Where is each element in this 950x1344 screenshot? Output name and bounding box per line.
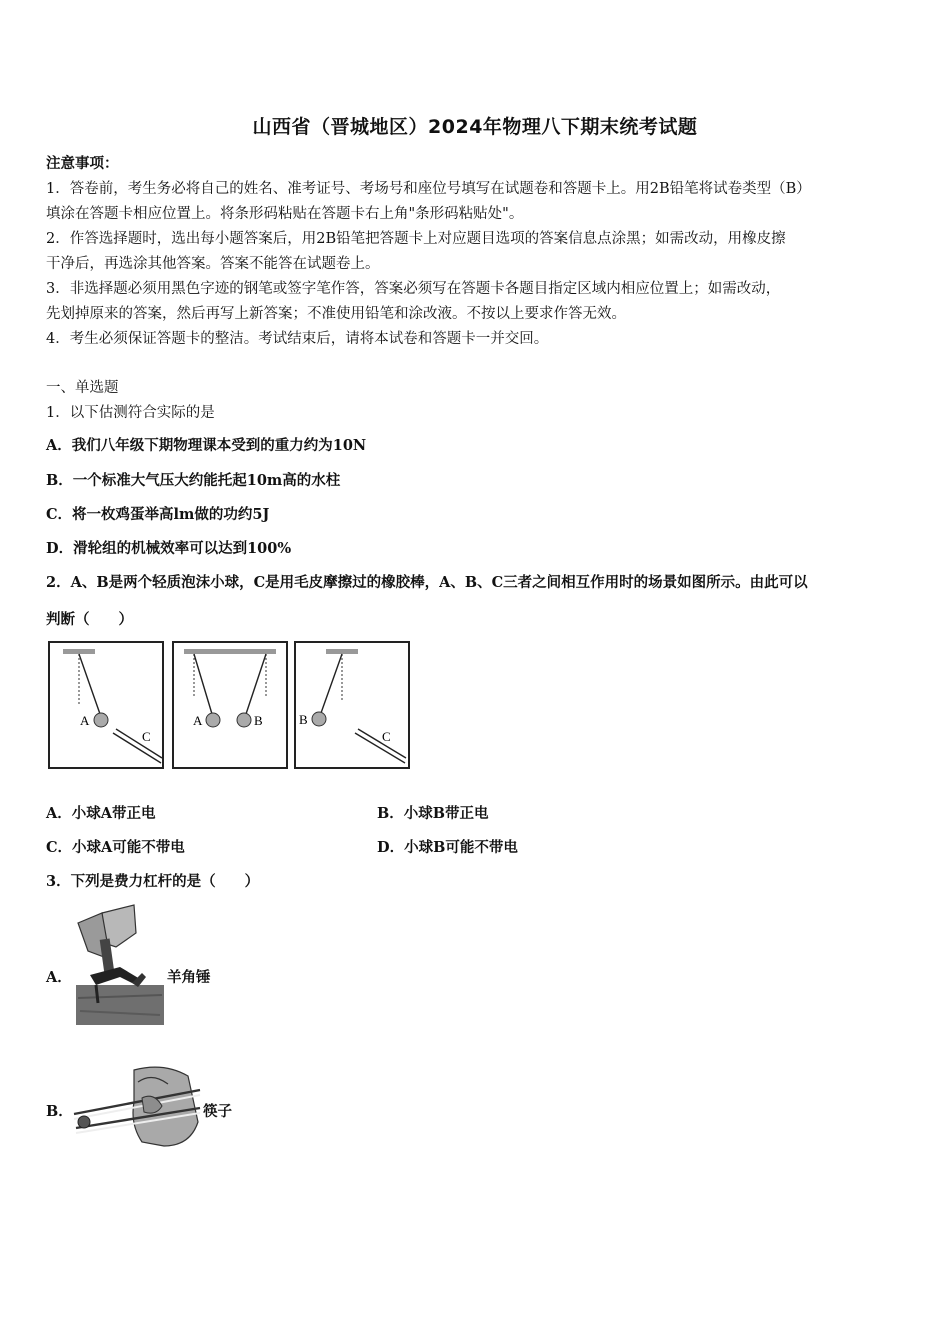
q1-option-b: B．一个标准大气压大约能托起10m高的水柱 — [46, 472, 341, 489]
notice-line: 先划掉原来的答案，然后再写上新答案；不准使用铅笔和涂改液。不按以上要求作答无效。 — [46, 306, 626, 322]
ball-a-label: A — [193, 713, 203, 728]
page-title: 山西省（晋城地区）2024年物理八下期末统考试题 — [252, 116, 698, 138]
section-heading: 一、单选题 — [46, 380, 119, 396]
rod-c-label: C — [142, 729, 151, 744]
ball-b-label: B — [299, 712, 308, 727]
notice-line: 填涂在答题卡相应位置上。将条形码粘贴在答题卡右上角"条形码粘贴处"。 — [46, 206, 524, 222]
notice-line: 4．考生必须保证答题卡的整洁。考试结束后，请将本试卷和答题卡一并交回。 — [46, 331, 549, 347]
q2-option-a: A．小球A带正电 — [46, 805, 156, 822]
q3-option-a-letter: A． — [46, 969, 72, 986]
q2-figure — [48, 641, 414, 773]
notice-line: 2．作答选择题时，选出每小题答案后，用2B铅笔把答题卡上对应题目选项的答案信息点涂黑；如需改动，用橡皮擦 — [46, 231, 786, 247]
figure-panel-2 — [172, 641, 288, 769]
q3-option-b-caption: 筷子 — [203, 1103, 232, 1120]
q2-option-d: D．小球B可能不带电 — [377, 839, 518, 856]
q2-option-b: B．小球B带正电 — [377, 805, 489, 822]
notice-line: 3．非选择题必须用黑色字迹的钢笔或签字笔作答，答案必须写在答题卡各题目指定区域内相应位置上；如需改动， — [46, 281, 781, 297]
q2-option-c: C．小球A可能不带电 — [46, 839, 185, 856]
q1-option-d: D．滑轮组的机械效率可以达到100% — [46, 540, 292, 557]
q2-stem-cont: 判断（ ） — [46, 611, 133, 628]
ball-a-label: A — [80, 713, 90, 728]
q2-stem: 2．A、B是两个轻质泡沫小球，C是用毛皮摩擦过的橡胶棒，A、B、C三者之间相互作用时的场景如图所示。由此可以 — [46, 574, 808, 591]
q3-option-b-letter: B． — [46, 1103, 73, 1120]
rod-c-label: C — [382, 729, 391, 744]
figure-panel-1 — [48, 641, 164, 769]
notice-line: 干净后，再选涂其他答案。答案不能答在试题卷上。 — [46, 256, 380, 272]
notice-line: 1．答卷前，考生务必将自己的姓名、准考证号、考场号和座位号填写在试题卷和答题卡上。用2B铅笔将试卷类型（B） — [46, 181, 811, 197]
q1-option-a: A．我们八年级下期物理课本受到的重力约为10N — [46, 437, 367, 454]
chopsticks-image — [72, 1062, 202, 1148]
q1-option-c: C．将一枚鸡蛋举高lm做的功约5J — [46, 506, 270, 523]
figure-panel-3 — [294, 641, 410, 769]
q1-stem: 1．以下估测符合实际的是 — [46, 405, 215, 421]
q3-stem: 3．下列是费力杠杆的是（ ） — [46, 873, 260, 890]
q3-option-a-caption: 羊角锤 — [167, 969, 211, 986]
claw-hammer-image — [74, 903, 166, 1027]
notice-heading: 注意事项： — [46, 155, 119, 172]
ball-b-label: B — [254, 713, 263, 728]
